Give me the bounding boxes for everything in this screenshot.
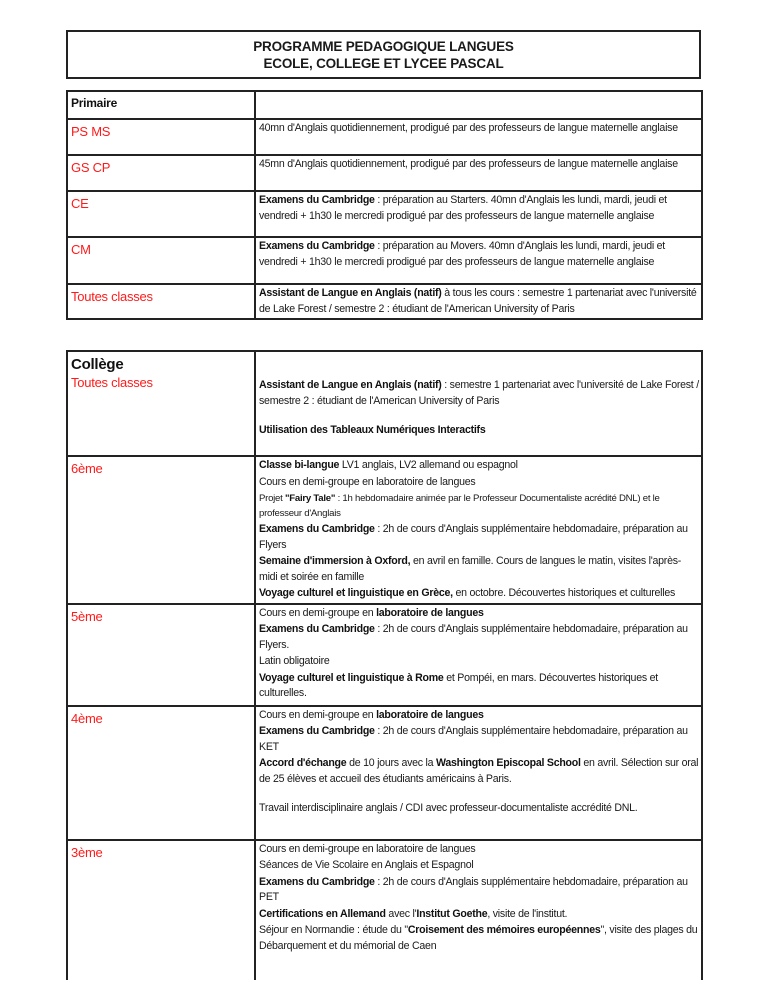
text: Travail interdisciplinaire anglais / CDI avec professeur-documentaliste accrédité DNL.	[259, 802, 638, 814]
text: en octobre. Découvertes historiques et culturelles	[452, 587, 676, 599]
bold-text: Examens du Cambridge	[259, 875, 375, 888]
text: de 10 jours avec la	[346, 757, 436, 769]
program-description-cell	[255, 351, 702, 456]
text: Cours en demi-groupe en	[259, 708, 377, 721]
program-description-cell	[255, 706, 702, 840]
class-level-label: GS CP	[71, 160, 111, 175]
program-description-cell	[255, 840, 702, 980]
program-paragraph	[259, 724, 699, 755]
bold-text: Examens du Cambridge	[259, 194, 375, 206]
program-paragraph	[259, 458, 699, 474]
class-level-label: Toutes classes	[71, 375, 153, 390]
table-row	[67, 706, 702, 840]
program-description-cell	[255, 119, 702, 155]
bold-text: Utilisation des Tableaux Numériques Interactifs	[259, 424, 486, 436]
document-title	[66, 30, 701, 79]
class-level-cell	[67, 456, 255, 604]
bold-text: Semaine d'immersion à Oxford,	[259, 555, 411, 567]
program-paragraph	[259, 423, 699, 439]
class-level-label: 6ème	[71, 461, 103, 476]
class-level-label: 4ème	[71, 710, 103, 726]
text: 40mn d'Anglais quotidiennement, prodigué par des professeurs de langue maternelle anglaise	[259, 122, 678, 134]
table-row	[67, 119, 702, 155]
bold-text: Classe bi-langue	[259, 459, 340, 471]
bold-text: Institut Goethe	[416, 907, 488, 920]
text: : 2h de cours d'Anglais supplémentaire hebdomadaire, préparation au PET	[259, 875, 688, 903]
program-paragraph	[259, 907, 699, 923]
text: Cours en demi-groupe en	[259, 606, 377, 619]
program-paragraph	[259, 923, 699, 954]
text: Séjour en Normandie : étude du "	[259, 924, 408, 936]
text: : 2h de cours d'Anglais supplémentaire hebdomadaire, préparation au KET	[259, 725, 688, 753]
bold-text: Voyage culturel et linguistique en Grèce,	[259, 587, 453, 599]
text: 45mn d'Anglais quotidiennement, prodigué par des professeurs de langue maternelle anglaise	[259, 158, 678, 170]
primaire-heading: Primaire	[67, 91, 255, 119]
program-description-cell	[255, 237, 702, 284]
program-paragraph	[259, 491, 699, 521]
class-level-label: 3ème	[71, 844, 103, 860]
bold-text: Accord d'échange	[259, 757, 347, 769]
bold-text: laboratoire de langues	[376, 606, 484, 619]
college-table	[66, 350, 703, 980]
class-level-cell	[67, 119, 255, 155]
class-level-cell	[67, 604, 255, 706]
table-row	[67, 604, 702, 706]
class-level-cell	[67, 155, 255, 191]
text: Cours en demi-groupe en laboratoire de langues	[259, 475, 476, 488]
empty-cell	[255, 91, 702, 119]
text: : 2h de cours d'Anglais supplémentaire hebdomadaire, préparation au Flyers.	[259, 623, 688, 651]
college-heading: Collège	[71, 356, 124, 373]
class-level-cell	[67, 706, 255, 840]
program-description-cell	[255, 191, 702, 237]
program-paragraph	[259, 121, 699, 137]
primaire-header-row	[67, 91, 702, 119]
program-description-cell	[255, 456, 702, 604]
bold-text: Assistant de Langue en Anglais (natif)	[259, 287, 442, 299]
bold-text: Examens du Cambridge	[259, 240, 375, 252]
program-paragraph	[259, 522, 699, 553]
class-level-label: CM	[71, 242, 91, 257]
text: à tous les cours : semestre 1 partenariat avec l'université de Lake Forest / semestre 2 : étudiant de l'American University of Paris	[259, 287, 697, 315]
bold-text: Examens du Cambridge	[259, 623, 375, 635]
class-level-cell	[67, 840, 255, 980]
table-row	[67, 351, 702, 456]
text: , visite de l'institut.	[487, 907, 568, 920]
program-paragraph	[259, 554, 699, 585]
program-paragraph	[259, 708, 699, 724]
bold-text: Certifications en Allemand	[259, 907, 386, 920]
text: Cours en demi-groupe en laboratoire de langues	[259, 842, 476, 855]
program-paragraph	[259, 193, 699, 224]
text: : semestre 1 partenariat avec l'université de Lake Forest / semestre 2 : étudiant de l'American University of Paris	[259, 379, 699, 407]
program-paragraph	[259, 671, 699, 702]
text: en avril. Sélection sur oral de 25 élèves et accueil des étudiants américains à Paris.	[259, 757, 699, 785]
text: : préparation au Movers. 40mn d'Anglais les lundi, mardi, jeudi et vendredi + 1h30 le mercredi prodigué par des professeurs de langue maternelle anglaise	[259, 240, 665, 268]
text: Projet	[259, 493, 285, 504]
title-line-2: ECOLE, COLLEGE ET LYCEE PASCAL	[263, 56, 504, 71]
program-description-cell	[255, 155, 702, 191]
table-row	[67, 191, 702, 237]
table-row	[67, 840, 702, 980]
text: et Pompéi, en mars. Découvertes historiques et culturelles.	[259, 671, 658, 699]
program-paragraph	[259, 801, 699, 817]
program-paragraph	[259, 606, 699, 622]
program-paragraph	[259, 858, 699, 874]
program-paragraph	[259, 622, 699, 653]
bold-text: Examens du Cambridge	[259, 725, 375, 737]
text: Séances de Vie Scolaire en Anglais et Espagnol	[259, 859, 474, 871]
program-paragraph	[259, 875, 699, 906]
bold-text: "Fairy Tale"	[284, 493, 336, 504]
program-description-cell	[255, 604, 702, 706]
title-line-1: PROGRAMME PEDAGOGIQUE LANGUES	[253, 39, 514, 54]
class-level-cell	[67, 284, 255, 319]
class-level-label: 5ème	[71, 608, 103, 624]
program-paragraph	[259, 286, 699, 317]
program-paragraph	[259, 654, 699, 670]
program-paragraph	[259, 756, 699, 787]
bold-text: Voyage culturel et linguistique à Rome	[259, 671, 444, 684]
bold-text: laboratoire de langues	[376, 708, 484, 721]
text: Latin obligatoire	[259, 655, 330, 667]
class-level-label: CE	[71, 196, 89, 211]
text: LV1 anglais, LV2 allemand ou espagnol	[339, 459, 518, 471]
program-description-cell	[255, 284, 702, 319]
program-paragraph	[259, 475, 699, 491]
bold-text: Assistant de Langue en Anglais (natif)	[259, 379, 442, 391]
class-level-cell	[67, 237, 255, 284]
bold-text: Examens du Cambridge	[259, 523, 375, 535]
text: : 1h hebdomadaire animée par le Professeur Documentaliste acrédité DNL) et le professeur d'Anglais	[259, 493, 660, 519]
program-paragraph	[259, 586, 699, 602]
class-level-cell	[67, 351, 255, 456]
text: : 2h de cours d'Anglais supplémentaire hebdomadaire, préparation au Flyers	[259, 523, 688, 551]
class-level-label: Toutes classes	[71, 289, 153, 304]
table-row	[67, 456, 702, 604]
class-level-label: PS MS	[71, 124, 111, 139]
table-row	[67, 155, 702, 191]
bold-text: Croisement des mémoires européennes	[407, 924, 601, 936]
table-row	[67, 237, 702, 284]
program-paragraph	[259, 378, 699, 409]
text: en avril en famille. Cours de langues le matin, visites l'après-midi et soirée en famille	[259, 555, 682, 583]
program-paragraph	[259, 157, 699, 173]
text: avec l'	[385, 907, 417, 920]
program-paragraph	[259, 239, 699, 270]
class-level-cell	[67, 191, 255, 237]
text: ", visite des plages du Débarquement et du mémorial de Caen	[259, 924, 698, 952]
text: : préparation au Starters. 40mn d'Anglais les lundi, mardi, jeudi et vendredi + 1h30 le mercredi prodigué par des professeurs de langue maternelle anglaise	[259, 194, 667, 222]
bold-text: Washington Episcopal School	[435, 757, 581, 769]
table-row	[67, 284, 702, 319]
primaire-table	[66, 90, 703, 320]
program-paragraph	[259, 842, 699, 858]
